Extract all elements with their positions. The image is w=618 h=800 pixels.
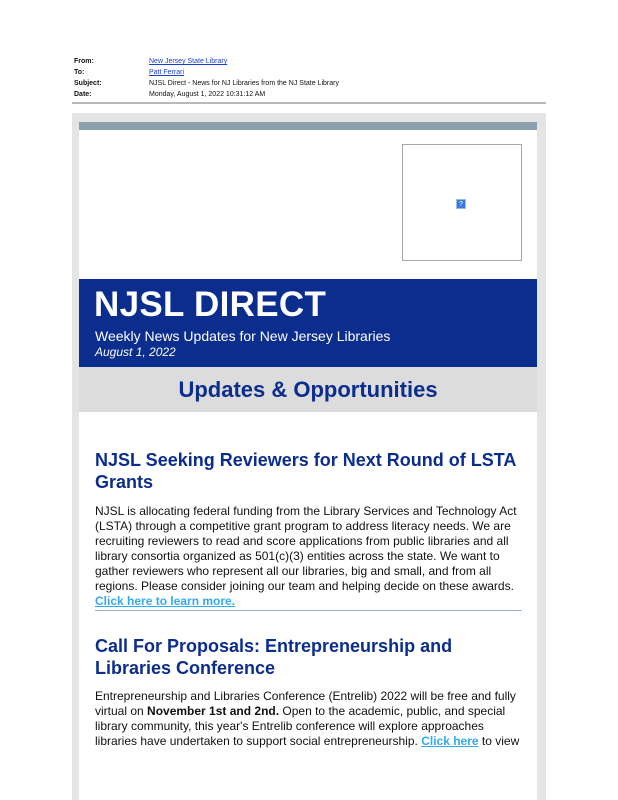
- from-sender-link[interactable]: New Jersey State Library: [149, 58, 228, 65]
- missing-image-placeholder: [402, 144, 522, 261]
- article-divider: [95, 610, 522, 611]
- article-text-lsta: NJSL is allocating federal funding from the Library Services and Technology Act (LSTA) through a competitive grant program to address literacy needs. We are recruiting reviewers to read and score applications from public libraries and all library consortia organized as 501(c)(3) entities across the state. We want to gather reviewers who represent all our libraries, big and small, and from all regions. Please consider joining our team and helping decide on these awards.: [95, 504, 517, 593]
- header-divider: [72, 102, 546, 104]
- article-text-entrelib-3: to view: [478, 734, 520, 748]
- masthead-date: August 1, 2022: [95, 345, 176, 359]
- section-title: Updates & Opportunities: [178, 377, 438, 402]
- date-label: Date:: [74, 91, 92, 98]
- to-recipient-link[interactable]: Patt Ferrari: [149, 69, 185, 76]
- article-text-entrelib-2: Open to the academic, public, and special library community, this year's Entrelib conference will explore approaches libraries have undertaken to support social entrepreneurship.: [95, 704, 506, 748]
- subject-value: NJSL Direct - News for NJ Libraries from the NJ State Library: [149, 80, 339, 87]
- article-body-lsta: [95, 504, 525, 609]
- newsletter-frame: [72, 113, 546, 800]
- masthead-banner: [79, 279, 537, 367]
- article-body-entrelib: [95, 689, 525, 749]
- section-header: [79, 367, 537, 412]
- learn-more-link[interactable]: Click here to learn more.: [95, 594, 236, 608]
- to-label: To:: [74, 69, 85, 76]
- newsletter-card: [79, 122, 537, 800]
- broken-image-icon: ?: [456, 199, 466, 209]
- click-here-link[interactable]: Click here: [421, 734, 479, 748]
- date-value: Monday, August 1, 2022 10:31:12 AM: [149, 91, 266, 98]
- from-label: From:: [74, 58, 94, 65]
- article-text-entrelib-dates: November 1st and 2nd.: [147, 704, 280, 718]
- email-header: [74, 56, 339, 100]
- masthead-title: NJSL DIRECT: [94, 285, 327, 324]
- article-heading-entrelib: Call For Proposals: Entrepreneurship and Libraries Conference: [95, 636, 453, 678]
- article-text-entrelib-1: Entrepreneurship and Libraries Conference (Entrelib) 2022 will be free and fully virtual on: [95, 689, 516, 718]
- top-accent-bar: [79, 122, 537, 130]
- subject-label: Subject:: [74, 80, 102, 87]
- article-heading-lsta: NJSL Seeking Reviewers for Next Round of LSTA Grants: [95, 450, 516, 492]
- masthead-subtitle: Weekly News Updates for New Jersey Libraries: [95, 328, 391, 344]
